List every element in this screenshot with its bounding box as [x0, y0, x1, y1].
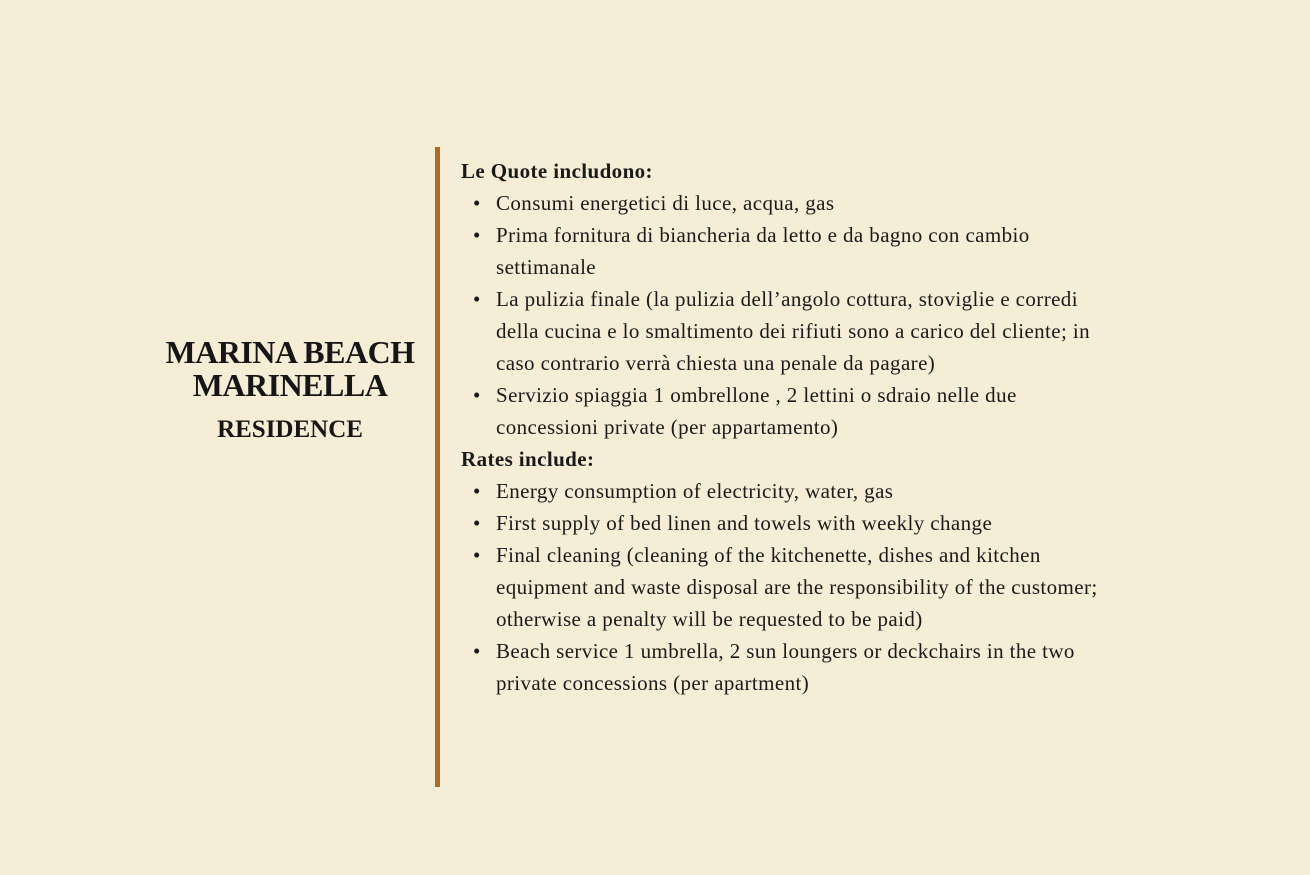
- list-item-text: First supply of bed linen and towels with weekly change: [496, 511, 993, 535]
- bullet-icon: •: [473, 639, 481, 663]
- list-item: [461, 219, 1106, 283]
- list-item: [461, 283, 1106, 379]
- bullet-icon: •: [473, 479, 481, 503]
- list-item: [461, 635, 1106, 699]
- section-english: [461, 443, 1141, 699]
- bullet-icon: •: [473, 383, 481, 407]
- brand-name-line-1: MARINA BEACH: [165, 334, 415, 370]
- bullet-icon: •: [473, 223, 481, 247]
- bullet-icon: •: [473, 191, 481, 215]
- list-item: [461, 539, 1106, 635]
- list-item-text: Servizio spiaggia 1 ombrellone , 2 lettini o sdraio nelle due concessioni private (per appartamento): [496, 383, 1017, 439]
- list-item-text: Prima fornitura di biancheria da letto e da bagno con cambio settimanale: [496, 223, 1030, 279]
- inclusions-list: [461, 187, 1141, 443]
- brand-subtitle: RESIDENCE: [217, 416, 363, 443]
- list-item-text: Final cleaning (cleaning of the kitchenette, dishes and kitchen equipment and waste disposal are the responsibility of the customer; otherwise a penalty will be requested to be paid): [496, 543, 1098, 631]
- brand-block: [140, 336, 440, 445]
- brand-name-line-2: MARINELLA: [192, 367, 388, 403]
- list-item: [461, 187, 1106, 219]
- bullet-icon: •: [473, 543, 481, 567]
- vertical-divider: [435, 147, 440, 787]
- bullet-icon: •: [473, 511, 481, 535]
- section-italian: [461, 155, 1141, 443]
- list-item: [461, 507, 1106, 539]
- section-heading: Rates include:: [461, 447, 595, 471]
- list-item-text: Energy consumption of electricity, water, gas: [496, 479, 894, 503]
- list-item: [461, 379, 1106, 443]
- list-item-text: Consumi energetici di luce, acqua, gas: [496, 191, 835, 215]
- section-heading: Le Quote includono:: [461, 159, 653, 183]
- bullet-icon: •: [473, 287, 481, 311]
- list-item-text: Beach service 1 umbrella, 2 sun loungers or deckchairs in the two private concessions (per apartment): [496, 639, 1075, 695]
- inclusions-list: [461, 475, 1141, 699]
- rates-content: [461, 155, 1141, 699]
- list-item: [461, 475, 1106, 507]
- list-item-text: La pulizia finale (la pulizia dell’angolo cottura, stoviglie e corredi della cucina e lo smaltimento dei rifiuti sono a carico del cliente; in caso contrario verrà chiesta una penale da pagare): [496, 287, 1091, 375]
